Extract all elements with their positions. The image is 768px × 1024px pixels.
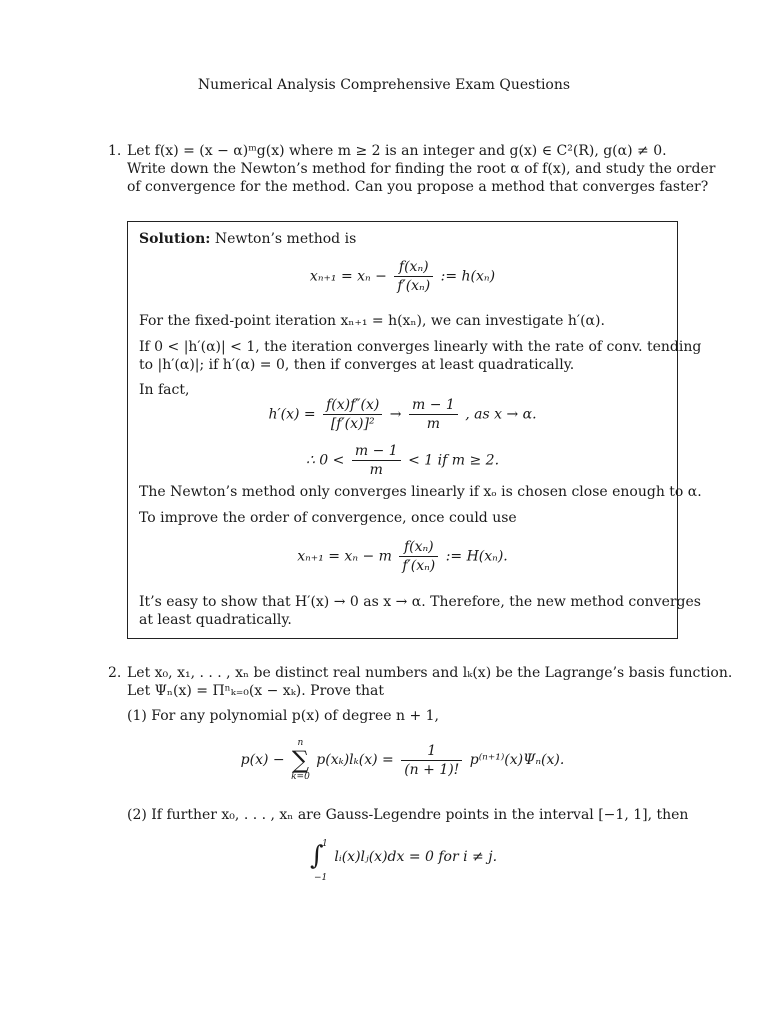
- eq5-denominator: (n + 1)!: [404, 761, 460, 778]
- document-title: Numerical Analysis Comprehensive Exam Questions: [197, 77, 571, 93]
- equation-modified-newton: [127, 538, 678, 575]
- solution-if-line-2: to |h′(α)|; if h′(α) = 0, then if converges at least quadratically.: [139, 357, 575, 373]
- question-2-number: 2.: [108, 665, 122, 681]
- eq2-lhs: h′(x) =: [268, 406, 316, 423]
- integral-upper-limit: 1: [321, 839, 328, 849]
- eq1-numerator: f(xₙ): [394, 258, 433, 277]
- integral-sign: ∫: [309, 841, 324, 871]
- equation-derivative-limit: [127, 396, 678, 433]
- eq4-denominator: f′(xₙ): [402, 558, 436, 574]
- integral-lower-limit: −1: [313, 873, 328, 883]
- solution-improve-line: To improve the order of convergence, once could use: [139, 510, 517, 526]
- sum-lower-limit: k=0: [291, 772, 310, 782]
- eq2-denominator-2: m: [426, 416, 441, 432]
- question-1-number: 1.: [108, 143, 122, 159]
- question-1-line-2: Write down the Newton’s method for finding the root α of f(x), and study the order: [127, 161, 716, 177]
- summation-symbol: [291, 738, 310, 782]
- eq3-numerator: m − 1: [352, 442, 401, 461]
- solution-intro: [139, 230, 356, 249]
- question-2-line-2: Let Ψₙ(x) = Πⁿₖ₌₀(x − xₖ). Prove that: [127, 683, 384, 699]
- sum-upper-limit: n: [297, 738, 304, 748]
- eq2-denominator: [f′(x)]²: [330, 416, 375, 432]
- equation-orthogonality: [127, 837, 678, 883]
- eq2-numerator-2: m − 1: [409, 396, 458, 415]
- eq1-lhs: xₙ₊₁ = xₙ −: [309, 268, 387, 285]
- eq5-numerator: 1: [401, 742, 462, 761]
- eq3-lhs: ∴ 0 <: [305, 452, 345, 469]
- solution-easy-line-2: at least quadratically.: [139, 612, 292, 628]
- eq5-rhs: p⁽ⁿ⁺¹⁾(x)Ψₙ(x).: [469, 752, 565, 768]
- solution-easy-line-1: It’s easy to show that H′(x) → 0 as x → α. Therefore, the new method converges: [139, 594, 701, 610]
- eq4-rhs: := H(xₙ).: [445, 548, 508, 565]
- eq1-denominator: f′(xₙ): [397, 278, 431, 294]
- eq2-numerator: f(x)f″(x): [323, 396, 382, 415]
- solution-label: Solution:: [139, 231, 211, 247]
- eq3-fraction: [352, 442, 401, 479]
- eq1-rhs: := h(xₙ): [440, 268, 496, 285]
- eq4-lhs: xₙ₊₁ = xₙ − m: [297, 548, 392, 565]
- equation-interpolation-error: [127, 738, 678, 782]
- equation-bound: [127, 442, 678, 479]
- question-2-line-1: Let x₀, x₁, . . . , xₙ be distinct real numbers and lₖ(x) be the Lagrange’s basis function.: [127, 665, 733, 681]
- eq5-fraction: [401, 742, 462, 779]
- equation-newton: [127, 258, 678, 295]
- solution-in-fact: In fact,: [139, 382, 190, 398]
- eq1-fraction: [394, 258, 433, 295]
- solution-if-line-1: If 0 < |h′(α)| < 1, the iteration converges linearly with the rate of conv. tending: [139, 339, 702, 355]
- question-2-part-2: (2) If further x₀, . . . , xₙ are Gauss-Legendre points in the interval [−1, 1], then: [127, 807, 689, 823]
- solution-newton-linear-line: The Newton’s method only converges linearly if xₒ is chosen close enough to α.: [139, 484, 702, 500]
- eq4-numerator: f(xₙ): [399, 538, 438, 557]
- eq5-lhs: p(x) −: [240, 752, 285, 768]
- eq5-middle: p(xₖ)lₖ(x) =: [316, 752, 394, 768]
- eq3-rhs: < 1 if m ≥ 2.: [408, 452, 500, 469]
- question-2-part-1: (1) For any polynomial p(x) of degree n + 1,: [127, 708, 439, 724]
- eq3-denominator: m: [369, 462, 383, 478]
- eq2-rhs: , as x → α.: [465, 406, 537, 423]
- question-1-line-3: of convergence for the method. Can you propose a method that converges faster?: [127, 179, 709, 195]
- question-1-line-1: Let f(x) = (x − α)ᵐg(x) where m ≥ 2 is an integer and g(x) ∈ C²(R), g(α) ≠ 0.: [127, 143, 667, 159]
- sum-sigma: ∑: [291, 746, 310, 774]
- eq2-fraction-2: [409, 396, 458, 433]
- solution-fixed-point-line: For the fixed-point iteration xₙ₊₁ = h(xₙ), we can investigate h′(α).: [139, 313, 605, 329]
- eq4-fraction: [399, 538, 438, 575]
- solution-intro-text: Newton’s method is: [214, 231, 357, 247]
- integral-symbol: [308, 837, 330, 883]
- eq2-arrow: →: [389, 406, 402, 423]
- eq6-body: lᵢ(x)lⱼ(x)dx = 0 for i ≠ j.: [334, 849, 498, 865]
- eq2-fraction: [323, 396, 382, 433]
